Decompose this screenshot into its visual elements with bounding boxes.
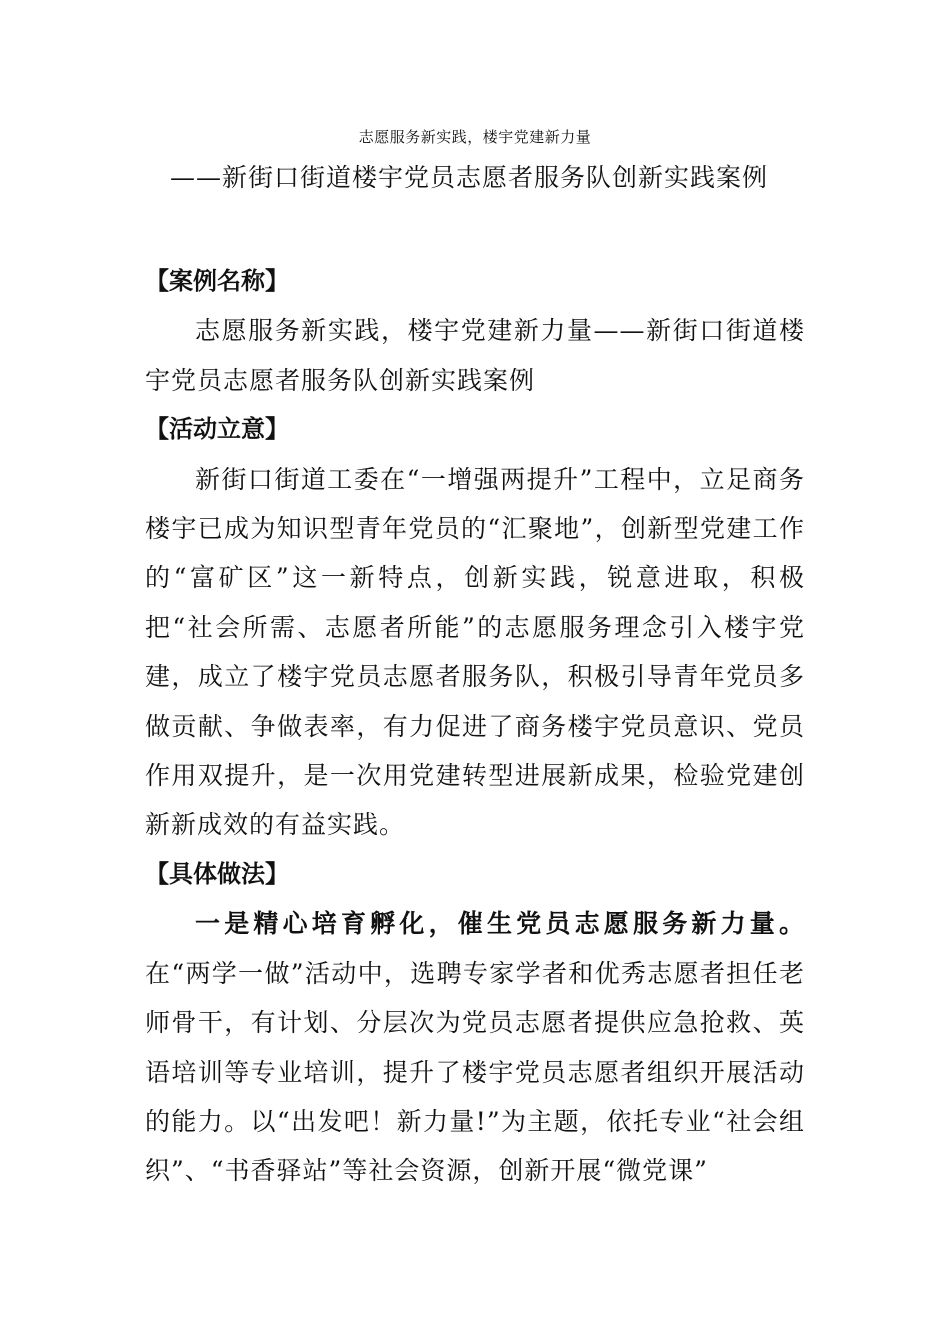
section-heading-case-name: 【案例名称】 [145,267,289,295]
section-heading-method: 【具体做法】 [145,859,289,888]
method-paragraph [145,899,805,1195]
section-heading-purpose: 【活动立意】 [145,415,289,444]
document-title: 志愿服务新实践，楼宇党建新力量 [358,128,592,146]
case-name-paragraph: 志愿服务新实践，楼宇党建新力量——新街口街道楼宇党员志愿者服务队创新实践案例 [145,316,805,395]
document-subtitle: ——新街口街道楼宇党员志愿者服务队创新实践案例 [170,163,769,192]
method-body-text: 在“两学一做”活动中，选聘专家学者和优秀志愿者担任老师骨干，有计划、分层次为党员志愿者提供应急抢救、英语培训等专业培训，提升了楼宇党员志愿者组织开展活动的能力。以“出发吧！新力量!”为主题，依托专业“社会组织”、“书香驿站”等社会资源，创新开展“微党课” [145,958,805,1186]
purpose-paragraph: 新街口街道工委在“一增强两提升”工程中，立足商务楼宇已成为知识型青年党员的“汇聚地”，创新型党建工作的“富矿区”这一新特点，创新实践，锐意进取，积极把“社会所需、志愿者所能”的志愿服务理念引入楼宇党建，成立了楼宇党员志愿者服务队，积极引导青年党员多做贡献、争做表率，有力促进了商务楼宇党员意识、党员作用双提升，是一次用党建转型进展新成果，检验党建创新新成效的有益实践。 [145,464,805,840]
method-lead-sentence: 一是精心培育孵化，催生党员志愿服务新力量。 [195,909,805,939]
document-body [145,257,805,1196]
